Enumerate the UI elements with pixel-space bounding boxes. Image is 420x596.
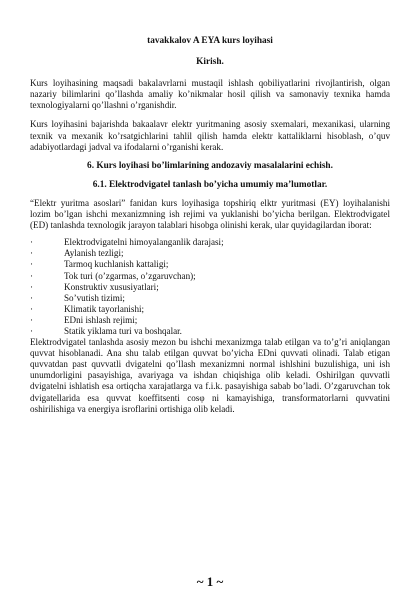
bullet-icon: · — [30, 270, 34, 281]
paragraph-assignment: “Elektr yuritma asoslari” fanidan kurs loyihasiga topshiriq elktr yuritmasi (EY) loyihalanishi lozim bo’lgan ishchi mexanizmning ish rejimi va yuklanishi bo’yicha berilgan. Elektrodvigatel (ED) tanlashda texnologik jarayon talablari hisobga olinishi kerak, ular quyidagilardan iborat: — [30, 197, 390, 231]
bullet-icon: · — [30, 248, 34, 259]
paragraph-purpose: Kurs loyihasining maqsadi bakalavrlarni mustaqil ishlash qobiliyatlarini rivojlantirish, olgan nazariy bilimlarini qo’llashda amaliy ko’nikmalar hosil qilish va samonaviy texnika hamda texnologiyalarni qo’llashni o’rganishdir. — [30, 78, 390, 111]
list-item — [30, 293, 390, 304]
list-item-text: Elektrodvigatelni himoyalanganlik darajasi; — [64, 237, 224, 248]
list-item — [30, 248, 390, 259]
list-item — [30, 326, 390, 337]
list-item-text: Konstruktiv xususiyatlari; — [64, 281, 159, 292]
list-item-text: So’vutish tizimi; — [64, 292, 125, 303]
document-title: tavakkalov A EYA kurs loyihasi — [147, 36, 273, 46]
list-item-text: Aylanish tezligi; — [64, 248, 124, 259]
list-item-text: Tarmoq kuchlanish kattaligi; — [64, 259, 169, 270]
list-item — [30, 304, 390, 315]
page-number: ~ 1 ~ — [196, 574, 224, 589]
list-item — [30, 282, 390, 293]
list-item — [30, 271, 390, 282]
bullet-icon: · — [30, 259, 34, 270]
list-item — [30, 259, 390, 270]
section-heading: 6. Kurs loyihasi bo’limlarining andozaviy masalalarini echish. — [87, 160, 333, 171]
bullet-icon: · — [30, 303, 34, 314]
list-item-text: Tok turi (o’zgarmas, o’zgaruvchan); — [64, 270, 196, 281]
paragraph-tasks: Kurs loyihasini bajarishda bakaalavr elektr yuritmaning asosiy sxemalari, mexanikasi, ularning texnik va mexanik ko’rsatgichlarini tahlil qilish hamda elektr kattaliklarni hisoblash, o’quv adabiyotlardagi jadval va ifodalarni o’rganishi kerak. — [30, 119, 390, 152]
bullet-icon: · — [30, 325, 34, 336]
bullet-icon: · — [30, 292, 34, 303]
paragraph-power-selection: Elektrodvigatel tanlashda asosiy mezon bu ishchi mexanizmga talab etilgan va to’g’ri aniqlangan quvvat hisoblanadi. Ana shu talab etilgan quvvat bo’yicha EDni quvvati olinadi. Talab etigan quvvatdan past quvvatli dvigatelni qo’llash mexanizmni normal ishlshini buzulishiga, uni ish unumdorligini pasayishiga, avariyaga va ishdan chiqishiga olib keladi. Oshirilgan quvvatli dvigatelni ishlatish esa ortiqcha xarajatlarga va f.i.k. pasayishiga sabab bo’ladi. O’zgaruvchan tok dvigatellarida esa quvvat koeffitsenti cosφ ni kamayishiga, transformatorlarni quvvatini oshirilishiga va energiya isroflarini ortishiga olib keladi. — [30, 337, 390, 414]
list-item-text: Klimatik tayorlanishi; — [64, 303, 145, 314]
introduction-heading: Kirish. — [196, 57, 224, 68]
list-item — [30, 237, 390, 248]
bullet-icon: · — [30, 281, 34, 292]
subsection-heading: 6.1. Elektrodvigatel tanlash bo’yicha umumiy ma’lumotlar. — [92, 179, 328, 190]
list-item-text: Statik yiklama turi va boshqalar. — [64, 325, 182, 336]
requirements-list — [30, 237, 390, 337]
bullet-icon: · — [30, 237, 34, 248]
list-item-text: EDni ishlash rejimi; — [64, 314, 138, 325]
bullet-icon: · — [30, 314, 34, 325]
list-item — [30, 315, 390, 326]
